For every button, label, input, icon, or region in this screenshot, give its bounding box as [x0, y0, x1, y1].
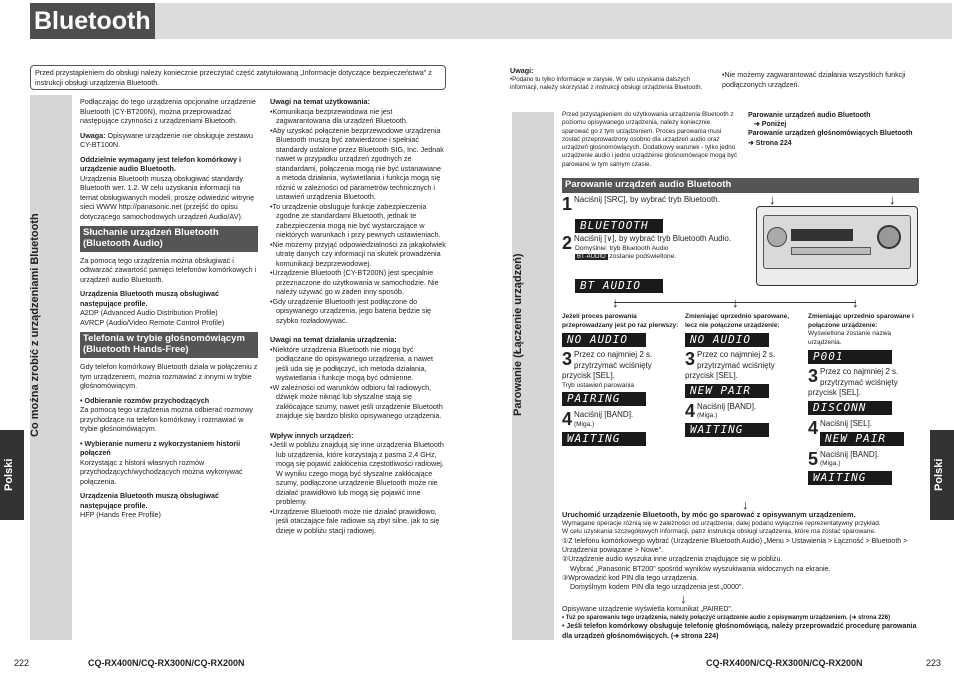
step-5c-text: Naciśnij [BAND]. [820, 449, 880, 459]
lcd-waiting-b: WAITING [685, 423, 769, 437]
call-history-heading: • Wybieranie numeru z wykorzystaniem historii połączeń [80, 438, 241, 458]
note-item: •To urządzenie obsługuje funkcje zabezpieczenia zgodne ze standardami Bluetooth, jednak te zabezpieczenia mogą nie być wystarczające w niektórych warunkach i przy pewnych ustawieniach. [270, 201, 441, 239]
final-arrow: ↓ [680, 591, 687, 607]
lcd-pairing: PAIRING [562, 392, 646, 406]
interference-list [270, 440, 446, 535]
step-3a-text: Przez co najmniej 2 s. przytrzymać wciśnięty przycisk [SEL]. [562, 350, 653, 381]
step-2-highlight [575, 253, 757, 262]
step-1 [562, 195, 752, 213]
step-2 [562, 234, 757, 262]
car-radio-illustration [756, 192, 918, 286]
bottom-p2: W celu uzyskania szczegółowych informacji, patrz instrukcja obsługi urządzenia, które ma zostać sparowane. [562, 528, 876, 536]
bt-audio-badge: BT·AUDIO [577, 254, 606, 261]
bottom-p1: Wymagane operacje różnią się w zależności od urządzenia; dalej podano wyłącznie reprezentatywny przykład. [562, 519, 881, 527]
step-4c-text: Naciśnij [SEL]. [820, 419, 873, 429]
left-page-number: 222 [14, 658, 30, 668]
bottom-step-2b: Wybrać „Panasonic BT200" spośród wyników wyszukiwania widocznych na ekranie. [570, 565, 831, 573]
link-handsfree-pairing[interactable]: Parowanie urządzeń głośnomówiących Bluetooth [748, 130, 913, 138]
left-column-2 [270, 97, 446, 535]
lcd-new-pair-c: NEW PAIR [820, 432, 904, 446]
footnote-1: • Tuż po sparowaniu tego urządzenia, należy połączyć urządzenie audio z opisywanym urządzeniem. (➜ strona 226) [562, 614, 891, 621]
uwagi-item-1: •Podano tu tylko informacje w zarysie. W celu uzyskania dalszych informacji, należy skorzystać z instrukcji obsługi urządzenia Bluetooth. [510, 75, 703, 91]
profile-a2dp: A2DP (Advanced Audio Distribution Profile) [80, 308, 218, 318]
branch-c: Zmieniając uprzednio sparowane i połączone urządzenie: Wyświetlona zostanie nazwa urządzenia. P001 3 Przez co najmniej 2 s. przytrzymać wciśnięty przycisk [SEL]. DISCONN 4 Naciśnij [SEL]. NEW PAIR 5 Naciśnij [BAND]. (Miga.) WAITING [808, 313, 926, 485]
branch-b: Zmieniając uprzednio sparowane, lecz nie połączone urządzenie: NO AUDIO 3 Przez co najmniej 2 s. przytrzymać wciśnięty przycisk [SEL]. NEW PAIR 4 Naciśnij [BAND]. (Miga.) WAITING [685, 313, 803, 437]
left-tab-label: Polski [3, 458, 15, 492]
step-3b-text: Przez co najmniej 2 s. przytrzymać wciśnięty przycisk [SEL]. [685, 350, 776, 381]
note-item: •Jeśli w pobliżu znajdują się inne urządzenia Bluetooth lub urządzenia, które korzystają z pasma 2,4 GHz, mogą się pojawić zakłócenia częstotliwości radiowej. W wyniku czego mogą być słyszalne zakłócające szumy, podłączone urządzenie Bluetooth może nie działać prawidłowo lub mogą się pojawić inne problemy. [270, 440, 444, 506]
bottom-step-3b: Domyślnym kodem PIN dla tego urządzenia jest „0000". [570, 584, 744, 592]
interference-heading: Wpływ innych urządzeń: [270, 430, 354, 440]
bottom-instructions [562, 510, 924, 641]
note-item: •Niektóre urządzenia Bluetooth nie mogą być podłączane do opisywanego urządzenia, a nawet jeśli uda się je podłączyć, ich metoda działania, wyświetlania i funkcje mogą być odmienne. [270, 344, 434, 382]
step-2-number: 2 [562, 233, 573, 253]
safety-note: Przed przystąpieniem do obsługi należy koniecznie przeczytać część zatytułowaną „Informacje dotyczące bezpieczeństwa" z instrukcji obsługi urządzenia Bluetooth. [30, 65, 446, 90]
right-language-tab [930, 430, 954, 520]
arrow-to-knob: ↓ [889, 192, 896, 207]
incoming-calls-text: Za pomocą tego urządzenia można odbierać rozmowy przychodzące na telefon komórkowy i rozmawiać w trybie głośnomówiącym. [80, 405, 253, 434]
bottom-heading: Uruchomić urządzenie Bluetooth, by móc go sparować z opisywanym urządzeniem. [562, 510, 856, 519]
branch-arrow-b: ↓ [732, 295, 739, 310]
note-item: •Urządzenie Bluetooth może nie działać prawidłowo, jeśli otaczające fale radiowe są zbyt silne, jak to się dzieje w pobliżu stacji radiowej. [270, 506, 440, 535]
title-bar [30, 3, 952, 39]
step-2-text: Naciśnij [∨], by wybrać tryb Bluetooth Audio. [574, 234, 732, 243]
paired-message: Opisywane urządzenie wyświetla komunikat „PAIRED". [562, 606, 733, 614]
hf-profiles-heading: Urządzenia Bluetooth muszą obsługiwać następujące profile. [80, 491, 219, 510]
arrow-to-src: ↓ [769, 192, 776, 207]
pairing-links [748, 111, 918, 148]
lcd-waiting-a: WAITING [562, 432, 646, 446]
right-section-label: Parowanie (Łączenie urządzeń) [512, 253, 524, 417]
lcd-no-audio-b: NO AUDIO [685, 333, 769, 347]
step-2-default: Domyślnie: tryb Bluetooth Audio [575, 244, 669, 252]
profile-hfp: HFP (Hands Free Profile) [80, 510, 161, 520]
note-item: •Nie możemy przyjąć odpowiedzialności za jakąkolwiek utratę danych czy informacji na skutek prowadzenia komunikacji bezprzewodowej. [270, 239, 446, 268]
requirement-heading: Oddzielnie wymagany jest telefon komórkowy i urządzenie audio Bluetooth. [80, 154, 241, 173]
uwaga-note [80, 131, 258, 150]
branch-b-heading: Zmieniając uprzednio sparowane, lecz nie połączone urządzenie: [685, 313, 790, 329]
uwagi-item-2: •Nie możemy zagwarantować działania wszystkich funkcji podłączonych urządzeń. [722, 70, 906, 89]
lcd-bt-audio: BT AUDIO [575, 279, 663, 293]
note-item: •W zależności od warunków odbioru fal radiowych, dźwięk może niknąć lub słyszalne stają się zakłócające szumy, nawet jeśli urządzenie Bluetooth znajduje się bardzo blisko opisywanego urządzenia. [270, 382, 443, 420]
bottom-step-1: ①Z telefonu komórkowego wybrać (Urządzenie Bluetooth Audio) „Menu > Ustawienia > Łączność > Bluetooth > Urządzenia powiązane > Nowe". [562, 537, 908, 555]
lcd-new-pair-b: NEW PAIR [685, 384, 769, 398]
step-3c-text: Przez co najmniej 2 s. przytrzymać wciśnięty przycisk [SEL]. [808, 367, 899, 398]
right-model-number: CQ-RX400N/CQ-RX300N/CQ-RX200N [706, 658, 863, 668]
branch-a: Jeżeli proces parowania przeprowadzany jest po raz pierwszy: NO AUDIO 3 Przez co najmniej 2 s. przytrzymać wciśnięty przycisk [SEL]. Tryb ustawień parowania PAIRING 4 Naciśnij [BAND]. (Miga.) WAITING [562, 313, 679, 445]
uwagi-heading: Uwagi: [510, 66, 534, 75]
operation-notes-heading: Uwagi na temat działania urządzenia: [270, 335, 397, 344]
note-item: •Aby uzyskać połączenie bezprzewodowe urządzenia Bluetooth muszą być zatwierdzone i spełniać standardy ustalone przez Bluetooth SIG, Inc. Jednak nawet w przypadku urządzeń zgodnych ze standardami, połączenia mogą nie być ustanawiane a metoda działania, wyświetlania i funkcja mogą się różnić w zależności od parametrów technicznych i ustawień urządzenia Bluetooth. [270, 125, 444, 201]
step-4b-note: (Miga.) [697, 412, 718, 420]
right-tab-label: Polski [933, 458, 945, 492]
radio-display [791, 229, 853, 241]
radio-preset-buttons [791, 247, 871, 255]
note-item: •Gdy urządzenie Bluetooth jest podłączone do opisywanego urządzenia, jego bateria będzie się szybko rozładowywać. [270, 296, 432, 325]
requirement-text: Urządzenia Bluetooth muszą obsługiwać standardy Bluetooth wer. 1.2. W celu uzyskania informacji na temat obsługiwanych modeli, proszę odwiedzić witrynę sieci WWW http://panasonic.net (przejść do opisu dotyczącego samochodowych urządzeń Audio/AV). [80, 173, 255, 221]
step-1-number: 1 [562, 194, 573, 214]
link-audio-target[interactable]: ➜ Poniżej [754, 121, 787, 129]
lcd-no-audio-a: NO AUDIO [562, 333, 646, 347]
branch-c-note: Wyświetlona zostanie nazwa urządzenia. [808, 330, 892, 346]
incoming-calls-heading: • Odbieranie rozmów przychodzących [80, 395, 210, 405]
branch-arrow-c: ↓ [852, 295, 859, 310]
lcd-bluetooth: BLUETOOTH [575, 219, 663, 233]
merge-arrow: ↓ [742, 497, 749, 512]
note-item: •Komunikacja bezprzewodowa nie jest zagwarantowana dla urządzeń Bluetooth. [270, 106, 408, 125]
usage-notes-list [270, 107, 446, 326]
usage-notes-heading: Uwagi na temat użytkowania: [270, 97, 370, 106]
branch-line [614, 302, 856, 303]
audio-paragraph: Za pomocą tego urządzenia można obsługiwać i odtwarzać zawartość pamięci telefonów komórkowych i urządzeń audio Bluetooth. [80, 255, 257, 284]
lcd-disconn: DISCONN [808, 401, 892, 415]
profile-avrcp: AVRCP (Audio/Video Remote Control Profile) [80, 317, 225, 327]
note-item: •Urządzenie Bluetooth (CY-BT200N) jest specjalnie przeznaczone do użytkowania w samochodzie. Nie należy używać go w żaden inny sposób. [270, 268, 439, 296]
lcd-waiting-c: WAITING [808, 471, 892, 485]
pairing-intro: Przed przystąpieniem do użytkowania urządzenia Bluetooth z poziomu opisywanego urządzenia, należy koniecznie sparować go z tym urządzeniem. Proces parowania musi zostać przeprowadzony osobno dla urządzeń audio oraz urządzeń głośnomówiących. Dodatkowy warunek - tylko jedno urządzenie audio i jedno urządzenie głośnomówiące mogą być parowane w tym samym czasie. [562, 111, 738, 168]
uwaga-text: Opisywane urządzenie nie obsługuje zestawu CY-BT100N. [80, 130, 253, 149]
left-section-label: Co można zrobić z urządzeniami Bluetooth [29, 213, 41, 437]
bottom-step-2: ②Urządzenie audio wyszuka inne urządzenia znajdujące się w pobliżu. [562, 556, 783, 564]
step-4a-text: Naciśnij [BAND]. [574, 410, 634, 420]
audio-profiles-heading: Urządzenia Bluetooth muszą obsługiwać następujące profile. [80, 289, 219, 308]
section-heading-handsfree: Telefonia w trybie głośnomówiącym (Bluetooth Hands-Free) [80, 332, 258, 358]
step-4a-note: (Miga.) [574, 421, 595, 429]
step-4b-text: Naciśnij [BAND]. [697, 401, 757, 411]
call-history-text: Korzystając z historii własnych rozmów przychodzących/wychodzących można wykonywać połączenia. [80, 457, 243, 486]
radio-knob-left [767, 227, 787, 247]
uwagi-box [510, 66, 710, 92]
left-model-number: CQ-RX400N/CQ-RX300N/CQ-RX200N [88, 658, 245, 668]
step-2-badge-text: zostanie podświetlone. [607, 253, 677, 261]
step-1-text: Naciśnij [SRC], by wybrać tryb Bluetooth. [574, 195, 720, 204]
intro-paragraph: Podłączając do tego urządzenia opcjonalne urządzenie Bluetooth (CY-BT200N), można przeprowadzać następujące czynności z urządzeniami Bluetooth. [80, 97, 256, 125]
branch-arrow-a: ↓ [612, 295, 619, 310]
branch-a-heading: Jeżeli proces parowania przeprowadzany jest po raz pierwszy: [562, 313, 679, 329]
radio-volume-knob [877, 225, 901, 249]
audio-pairing-heading: Parowanie urządzeń audio Bluetooth [562, 178, 919, 193]
link-handsfree-target[interactable]: ➜ Strona 224 [748, 139, 792, 147]
bottom-step-3: ③Wprowadzić kod PIN dla tego urządzenia. [562, 574, 699, 582]
left-language-tab [0, 430, 24, 520]
footnote-2: • Jeśli telefon komórkowy obsługuje telefonię głośnomówiącą, należy przeprowadzić procedurę parowania dla urządzeń głośnomówiących. (➜ strona 224) [562, 623, 917, 640]
branch-c-heading: Zmieniając uprzednio sparowane i połączone urządzenie: [808, 313, 914, 329]
left-column-1 [80, 97, 258, 525]
page-title: Bluetooth [30, 3, 155, 39]
link-audio-pairing[interactable]: Parowanie urządzeń audio Bluetooth [748, 112, 871, 119]
operation-notes-list [270, 345, 446, 421]
step-5c-note: (Miga.) [820, 460, 841, 468]
right-page-number: 223 [926, 658, 942, 668]
step-3a-note: Tryb ustawień parowania [562, 381, 635, 389]
uwaga-label: Uwaga: [80, 130, 106, 140]
lcd-p001: P001 [808, 350, 892, 364]
handsfree-paragraph: Gdy telefon komórkowy Bluetooth działa w połączeniu z tym urządzeniem, można rozmawiać z innymi w trybie głośnomówiącym. [80, 362, 258, 391]
section-heading-audio: Słuchanie urządzeń Bluetooth (Bluetooth Audio) [80, 226, 258, 252]
